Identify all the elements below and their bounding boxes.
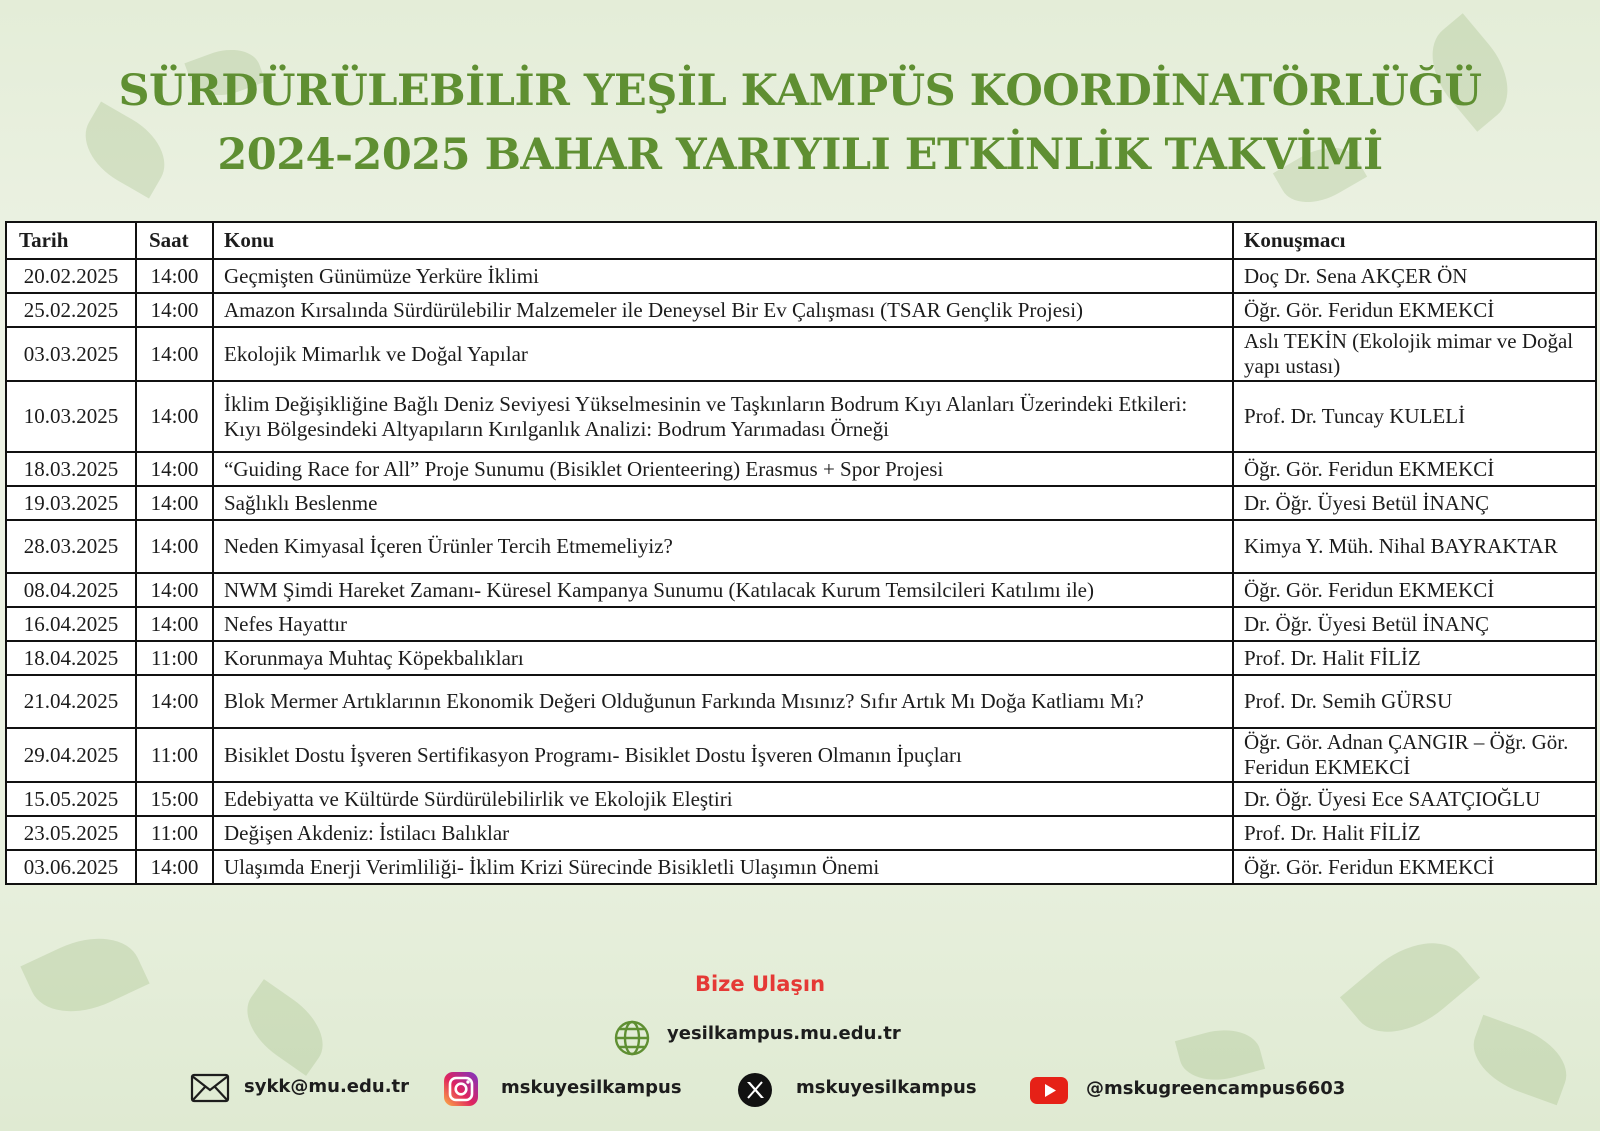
row-time: 14:00	[136, 573, 213, 607]
row-time: 14:00	[136, 850, 213, 884]
row-topic: Neden Kimyasal İçeren Ürünler Tercih Etmemeliyiz?	[213, 520, 1233, 573]
row-date: 18.03.2025	[6, 452, 136, 486]
row-time: 14:00	[136, 675, 213, 728]
row-date: 15.05.2025	[6, 782, 136, 816]
table-row	[6, 782, 1596, 816]
row-topic: Ulaşımda Enerji Verimliliği- İklim Krizi Sürecinde Bisikletli Ulaşımın Önemi	[213, 850, 1233, 884]
row-date: 08.04.2025	[6, 573, 136, 607]
table-row	[6, 607, 1596, 641]
x-icon	[737, 1072, 773, 1108]
instagram-link[interactable]: mskuyesilkampus	[501, 1077, 682, 1098]
row-date: 03.06.2025	[6, 850, 136, 884]
row-speaker: Dr. Öğr. Üyesi Betül İNANÇ	[1233, 486, 1596, 520]
table-row	[6, 728, 1596, 782]
row-date: 28.03.2025	[6, 520, 136, 573]
row-date: 25.02.2025	[6, 293, 136, 327]
table-row	[6, 259, 1596, 293]
youtube-icon	[1030, 1077, 1068, 1104]
background-leaf	[1463, 1015, 1577, 1106]
row-speaker: Kimya Y. Müh. Nihal BAYRAKTAR	[1233, 520, 1596, 573]
row-speaker: Aslı TEKİN (Ekolojik mimar ve Doğal yapı ustası)	[1233, 327, 1596, 381]
row-topic: Bisiklet Dostu İşveren Sertifikasyon Programı- Bisiklet Dostu İşveren Olmanın İpuçları	[213, 728, 1233, 782]
x-link[interactable]: mskuyesilkampus	[796, 1077, 977, 1098]
table-row	[6, 293, 1596, 327]
row-topic: Geçmişten Günümüze Yerküre İklimi	[213, 259, 1233, 293]
row-time: 14:00	[136, 486, 213, 520]
row-time: 14:00	[136, 452, 213, 486]
row-date: 21.04.2025	[6, 675, 136, 728]
table-header-row	[6, 222, 1596, 259]
row-time: 14:00	[136, 381, 213, 452]
row-topic: Blok Mermer Artıklarının Ekonomik Değeri Olduğunun Farkında Mısınız? Sıfır Artık Mı Doğa Katliamı Mı?	[213, 675, 1233, 728]
row-topic: Nefes Hayattır	[213, 607, 1233, 641]
table-row	[6, 381, 1596, 452]
row-date: 20.02.2025	[6, 259, 136, 293]
row-speaker: Prof. Dr. Tuncay KULELİ	[1233, 381, 1596, 452]
row-topic: Değişen Akdeniz: İstilacı Balıklar	[213, 816, 1233, 850]
row-time: 11:00	[136, 641, 213, 675]
row-date: 03.03.2025	[6, 327, 136, 381]
row-topic: Amazon Kırsalında Sürdürülebilir Malzemeler ile Deneysel Bir Ev Çalışması (TSAR Gençlik Projesi)	[213, 293, 1233, 327]
table-row	[6, 573, 1596, 607]
row-speaker: Öğr. Gör. Feridun EKMEKCİ	[1233, 573, 1596, 607]
header-speaker: Konuşmacı	[1233, 222, 1596, 259]
instagram-icon	[443, 1071, 479, 1107]
row-speaker: Dr. Öğr. Üyesi Ece SAATÇIOĞLU	[1233, 782, 1596, 816]
table-row	[6, 520, 1596, 573]
mail-icon	[190, 1073, 230, 1103]
row-speaker: Öğr. Gör. Feridun EKMEKCİ	[1233, 850, 1596, 884]
row-time: 14:00	[136, 327, 213, 381]
row-time: 15:00	[136, 782, 213, 816]
globe-icon	[613, 1019, 651, 1057]
row-speaker: Prof. Dr. Halit FİLİZ	[1233, 641, 1596, 675]
row-date: 29.04.2025	[6, 728, 136, 782]
row-time: 11:00	[136, 728, 213, 782]
website-link[interactable]: yesilkampus.mu.edu.tr	[667, 1023, 901, 1044]
row-topic: “Guiding Race for All” Proje Sunumu (Bisiklet Orienteering) Erasmus + Spor Projesi	[213, 452, 1233, 486]
header-topic: Konu	[213, 222, 1233, 259]
table-row	[6, 452, 1596, 486]
row-topic: Ekolojik Mimarlık ve Doğal Yapılar	[213, 327, 1233, 381]
row-topic: Sağlıklı Beslenme	[213, 486, 1233, 520]
row-speaker: Öğr. Gör. Feridun EKMEKCİ	[1233, 293, 1596, 327]
header-date: Tarih	[6, 222, 136, 259]
row-speaker: Dr. Öğr. Üyesi Betül İNANÇ	[1233, 607, 1596, 641]
page-title-line-2: 2024-2025 BAHAR YARIYILI ETKİNLİK TAKVİMİ	[217, 130, 1383, 180]
row-date: 10.03.2025	[6, 381, 136, 452]
row-topic: Korunmaya Muhtaç Köpekbalıkları	[213, 641, 1233, 675]
table-row	[6, 675, 1596, 728]
row-date: 19.03.2025	[6, 486, 136, 520]
row-time: 14:00	[136, 293, 213, 327]
row-time: 14:00	[136, 520, 213, 573]
row-speaker: Doç Dr. Sena AKÇER ÖN	[1233, 259, 1596, 293]
header-time: Saat	[136, 222, 213, 259]
table-row	[6, 850, 1596, 884]
row-time: 11:00	[136, 816, 213, 850]
row-time: 14:00	[136, 607, 213, 641]
row-date: 16.04.2025	[6, 607, 136, 641]
row-topic: Edebiyatta ve Kültürde Sürdürülebilirlik ve Ekolojik Eleştiri	[213, 782, 1233, 816]
table-row	[6, 641, 1596, 675]
row-time: 14:00	[136, 259, 213, 293]
row-speaker: Prof. Dr. Semih GÜRSU	[1233, 675, 1596, 728]
email-link[interactable]: sykk@mu.edu.tr	[244, 1076, 410, 1097]
youtube-link[interactable]: @mskugreencampus6603	[1086, 1078, 1346, 1099]
row-topic: NWM Şimdi Hareket Zamanı- Küresel Kampanya Sunumu (Katılacak Kurum Temsilcileri Katılımı ile)	[213, 573, 1233, 607]
row-date: 18.04.2025	[6, 641, 136, 675]
table-row	[6, 327, 1596, 381]
event-schedule-table	[5, 221, 1597, 885]
table-row	[6, 486, 1596, 520]
table-row	[6, 816, 1596, 850]
row-topic: İklim Değişikliğine Bağlı Deniz Seviyesi Yükselmesinin ve Taşkınların Bodrum Kıyı Alanları Üzerindeki Etkileri: Kıyı Bölgesindeki Altyapıların Kırılganlık Analizi: Bodrum Yarımadası Örneği	[213, 381, 1233, 452]
row-speaker: Öğr. Gör. Adnan ÇANGIR – Öğr. Gör. Feridun EKMEKCİ	[1233, 728, 1596, 782]
row-date: 23.05.2025	[6, 816, 136, 850]
row-speaker: Öğr. Gör. Feridun EKMEKCİ	[1233, 452, 1596, 486]
page-title-line-1: SÜRDÜRÜLEBİLİR YEŞİL KAMPÜS KOORDİNATÖRLÜĞÜ	[118, 66, 1482, 116]
contact-title: Bize Ulaşın	[694, 972, 826, 996]
row-speaker: Prof. Dr. Halit FİLİZ	[1233, 816, 1596, 850]
